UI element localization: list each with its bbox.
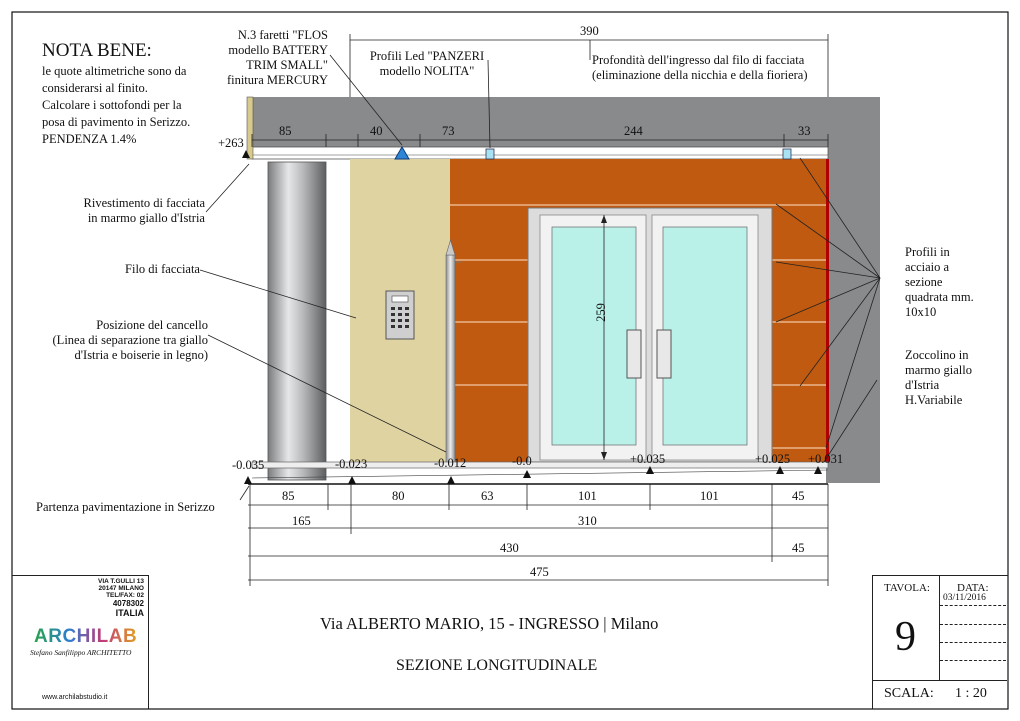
website: www.archilabstudio.it (42, 694, 108, 701)
door-handle-right (657, 330, 671, 378)
address-line: 20147 MILANO (98, 585, 144, 592)
callout-text: d'Istria (905, 378, 940, 392)
callout-text: 10x10 (905, 305, 937, 319)
ceiling-slab (252, 147, 828, 159)
dim-bottom: 475 (530, 565, 549, 579)
address-line: ITALIA (115, 608, 144, 618)
ceiling-wall (252, 97, 880, 147)
callout-faretti (220, 28, 328, 88)
door-glass-right (663, 227, 747, 445)
callout-profondita (592, 53, 832, 83)
callout-text: modello BATTERY (228, 43, 328, 57)
dim-top-seg: 33 (798, 124, 811, 138)
callout-text: marmo giallo (905, 363, 972, 377)
dim-bottom: 85 (282, 489, 295, 503)
tb-divider (940, 660, 1006, 661)
callout-text: Profili Led "PANZERI (369, 49, 485, 63)
right-wall (826, 97, 880, 483)
callout-text: quadrata mm. (905, 290, 974, 304)
callout-filo (110, 262, 200, 277)
dim-bottom: 101 (700, 489, 719, 503)
callout-text: Posizione del cancello (96, 318, 208, 332)
dim-bottom: 430 (500, 541, 519, 555)
dim-bottom: 45 (792, 541, 805, 555)
note-line: le quote altimetriche sono da (42, 64, 187, 78)
level-mark: +0.025 (755, 452, 791, 466)
callout-cancello (20, 318, 208, 363)
note-line: posa di pavimento in Serizzo. (42, 115, 191, 129)
callout-text: (eliminazione della nicchia e della fioriera) (592, 68, 808, 82)
callout-text: Filo di facciata (125, 262, 200, 276)
level-mark: +0.035 (630, 452, 666, 466)
level-mark: -0.035 (232, 458, 265, 472)
callout-profili-acciaio (905, 245, 995, 320)
scala-label: SCALA: (884, 686, 934, 701)
dim-top-seg: 85 (279, 124, 292, 138)
address-line: TEL/FAX: 02 (106, 592, 144, 599)
dim-bottom: 80 (392, 489, 405, 503)
dim-door-height: 259 (593, 303, 608, 322)
callout-text: finitura MERCURY (226, 73, 328, 87)
callout-text: sezione (905, 275, 943, 289)
dim-bottom: 101 (578, 489, 597, 503)
led-profile-icon (486, 149, 494, 159)
tb-divider (872, 680, 1007, 681)
drawing-title: SEZIONE LONGITUDINALE (396, 657, 598, 674)
scala-value: 1 : 20 (955, 686, 987, 701)
data-label: DATA: (957, 582, 989, 594)
dim-top-seg: 73 (442, 124, 455, 138)
round-column (268, 162, 326, 480)
tb-divider (940, 605, 1006, 606)
tavola-label: TAVOLA: (884, 582, 930, 594)
tb-divider (940, 642, 1006, 643)
dim-top-total: 390 (580, 24, 599, 38)
callout-text: in marmo giallo d'Istria (87, 211, 205, 225)
callout-text: Zoccolino in (905, 348, 969, 362)
dim-bottom: 310 (578, 514, 597, 528)
note-line: PENDENZA 1.4% (42, 132, 137, 146)
callout-text: modello NOLITA" (379, 64, 475, 78)
callout-text: Partenza pavimentazione in Serizzo (36, 500, 215, 514)
door-handle-left (627, 330, 641, 378)
callout-text: acciaio a (905, 260, 950, 274)
gate-pole (446, 255, 455, 463)
callout-text: (Linea di separazione tra giallo (52, 333, 208, 347)
callout-text: d'Istria e boiserie in legno) (74, 348, 208, 362)
tb-divider (939, 575, 940, 680)
dim-bottom: 63 (481, 489, 494, 503)
tavola-number: 9 (895, 614, 916, 660)
callout-text: Profondità dell'ingresso dal filo di facciata (592, 53, 805, 67)
callout-text: Profili in (905, 245, 950, 259)
note-block (42, 40, 242, 147)
callout-rivestimento (55, 196, 205, 226)
dim-bottom: 45 (792, 489, 805, 503)
address-line: VIA T.GULLI 13 (98, 578, 144, 585)
callout-text: N.3 faretti "FLOS (237, 28, 328, 42)
led-profile-icon-right (783, 149, 791, 159)
address-block (78, 578, 144, 618)
data-value: 03/11/2016 (943, 593, 986, 603)
tb-divider (940, 624, 1006, 625)
note-line: Calcolare i sottofondi per la (42, 98, 182, 112)
callout-text: TRIM SMALL" (246, 58, 328, 72)
callout-led (362, 49, 492, 79)
address-line: 4078302 (112, 599, 144, 608)
callout-text: Rivestimento di facciata (83, 196, 205, 210)
project-title: Via ALBERTO MARIO, 15 - INGRESSO | Milano (320, 614, 659, 633)
callout-text: H.Variabile (905, 393, 963, 407)
dim-top-seg: 244 (624, 124, 643, 138)
callout-partenza (36, 500, 246, 515)
door-glass-left (552, 227, 636, 445)
level-mark: +0.031 (808, 452, 844, 466)
dim-bottom: 165 (292, 514, 311, 528)
dim-height-top: +263 (218, 136, 244, 150)
logo-subtitle: Stefano Sanfilippo ARCHITETTO (30, 648, 132, 657)
level-mark: -0.023 (335, 457, 368, 471)
note-title: NOTA BENE: (42, 40, 152, 61)
archilab-logo: ARCHILAB (34, 626, 138, 647)
level-mark: -0.0 (512, 454, 532, 468)
level-mark: -0.012 (434, 456, 467, 470)
dim-top-seg: 40 (370, 124, 383, 138)
note-line: considerarsi al finito. (42, 81, 148, 95)
callout-zoccolino (905, 348, 1000, 408)
